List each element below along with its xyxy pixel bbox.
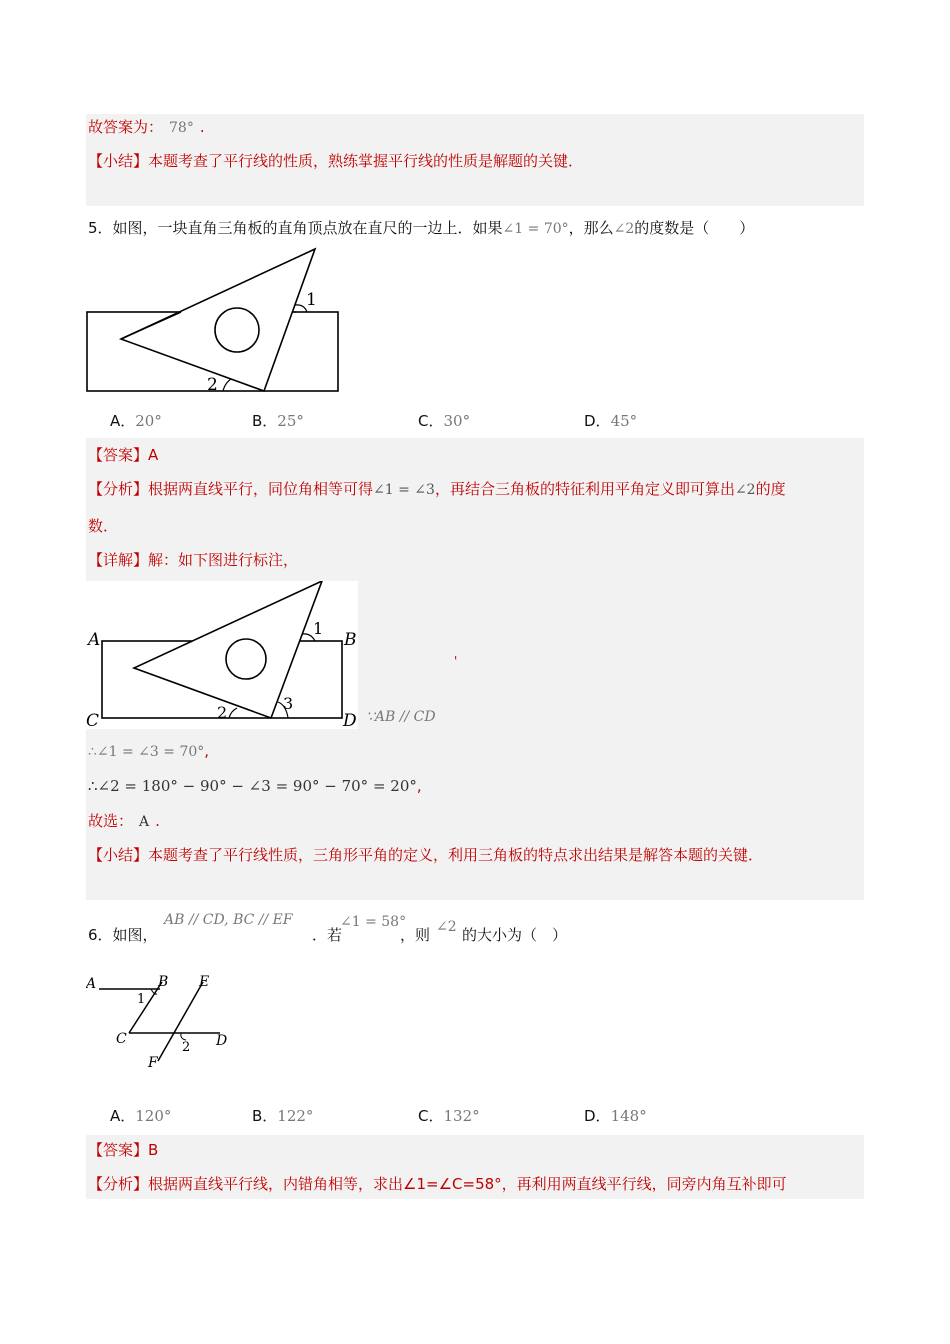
q5-step2-suffix: , <box>416 777 422 795</box>
q5-option-d[interactable] <box>584 411 637 431</box>
q4-summary-text: 本题考查了平行线的性质，熟练掌握平行线的性质是解题的关键． <box>148 152 584 170</box>
q6-label-A: A <box>86 976 97 992</box>
q6-option-b[interactable] <box>252 1106 313 1126</box>
q5-choose <box>88 811 160 832</box>
q6-stem-d: 的大小为（ ） <box>462 926 568 944</box>
q5-angle2-arc <box>223 379 231 391</box>
q5-stem-math: ∠1 = 70° <box>502 221 569 237</box>
q6-option-d-letter: D． <box>584 1107 611 1125</box>
q4-answer-line <box>88 117 205 138</box>
q5-option-c-letter: C． <box>418 412 444 430</box>
q4-summary <box>88 151 583 171</box>
q5d-label-3: 3 <box>283 694 294 713</box>
q6-analysis-text: 根据两直线平行线，内错角相等，求出∠1=∠C=58°，再利用两直线平行线，同旁内角互补即可 <box>148 1175 787 1193</box>
q5-choose-suffix: . <box>155 812 160 830</box>
q6-option-c-letter: C． <box>418 1107 444 1125</box>
q5-analysis-math: ∠1 = ∠3 <box>373 482 435 498</box>
q6-stem-math2: ∠1 = 58° <box>340 914 407 930</box>
q5-analysis-c: 的度 <box>755 480 786 498</box>
q5-step1-suffix: , <box>204 742 210 760</box>
q6-option-d-value: 148° <box>610 1107 647 1125</box>
q6-option-d[interactable] <box>584 1106 647 1126</box>
q6-answer-value: B <box>148 1141 159 1159</box>
q5-stem-c: 的度数是（ ） <box>634 219 755 237</box>
q6-analysis <box>88 1174 787 1194</box>
q5-stem-a: 5．如图，一块直角三角板的直角顶点放在直尺的一边上．如果 <box>88 219 503 237</box>
q5-analysis-math2: ∠2 <box>734 482 756 498</box>
q6-label-1: 1 <box>137 992 146 1007</box>
q6-option-a-value: 120° <box>135 1107 172 1125</box>
q6-option-b-value: 122° <box>277 1107 314 1125</box>
q4-summary-tag: 【小结】 <box>88 152 149 170</box>
q5-step1 <box>88 741 209 762</box>
q6-analysis-tag: 【分析】 <box>88 1175 149 1193</box>
q5-option-a-letter: A． <box>110 412 136 430</box>
q5-because: ∵AB // CD <box>366 709 436 725</box>
q5-option-b-letter: B． <box>252 412 278 430</box>
q5-option-c-value: 30° <box>443 412 471 430</box>
q5-stray-mark: ' <box>454 654 458 668</box>
q5-answer-value: A <box>148 446 159 464</box>
q5-summary-tag: 【小结】 <box>88 846 149 864</box>
q6-stem-c: ，则 <box>400 926 431 944</box>
q6-option-c[interactable] <box>418 1106 480 1126</box>
q5-step1-math: ∴∠1 = ∠3 = 70° <box>88 744 205 760</box>
q5-answer-tag: 【答案】 <box>88 446 149 464</box>
q6-option-a-letter: A． <box>110 1107 136 1125</box>
q5d-label-2: 2 <box>217 703 228 722</box>
q5-option-a-value: 20° <box>135 412 162 430</box>
q6-figure <box>86 970 236 1072</box>
q5-option-b-value: 25° <box>277 412 304 430</box>
q5-option-b[interactable] <box>252 411 304 431</box>
q5-stem-b: ，那么 <box>568 219 614 237</box>
q6-option-a[interactable] <box>110 1106 171 1126</box>
q5d-label-B: B <box>344 630 357 650</box>
q5-step2-math: ∴∠2 = 180° − 90° − ∠3 = 90° − 70° = 20° <box>88 777 417 795</box>
q5-option-d-letter: D． <box>584 412 611 430</box>
q5-analysis-b: ，再结合三角板的特征利用平角定义即可算出 <box>434 480 735 498</box>
q4-answer-prefix: 故答案为： <box>88 118 164 136</box>
q5-analysis <box>88 479 786 500</box>
q5-detail-figure <box>86 581 358 729</box>
q6-option-c-value: 132° <box>443 1107 480 1125</box>
q5-label-2: 2 <box>207 375 218 395</box>
q6-line-EF <box>158 982 203 1061</box>
q6-option-b-letter: B． <box>252 1107 278 1125</box>
q6-label-E: E <box>199 974 210 990</box>
q6-answer-tag: 【答案】 <box>88 1141 149 1159</box>
q6-label-B: B <box>158 974 169 990</box>
q5d-label-D: D <box>343 711 357 729</box>
q6-label-D: D <box>216 1033 228 1049</box>
q5-summary-text: 本题考查了平行线性质，三角形平角的定义，利用三角板的特点求出结果是解答本题的关键． <box>148 846 764 864</box>
q5-step2 <box>88 776 422 796</box>
q4-answer-value: 78° <box>169 120 194 136</box>
q6-stem-math: AB // CD, BC // EF <box>164 912 293 928</box>
q5-stem-math2: ∠2 <box>613 221 635 237</box>
q5-option-d-value: 45° <box>610 412 638 430</box>
q6-stem-math3: ∠2 <box>436 919 457 935</box>
q5-choose-value: A <box>139 814 150 830</box>
q5-option-c[interactable] <box>418 411 470 431</box>
q5d-label-C: C <box>86 711 100 729</box>
q5-stem <box>88 218 754 239</box>
q5-detail-text: 解：如下图进行标注， <box>148 551 299 569</box>
q6-answer <box>88 1140 158 1160</box>
q5-answer <box>88 445 158 465</box>
q5-choose-prefix: 故选： <box>88 812 134 830</box>
q5-analysis-a: 根据两直线平行，同位角相等可得 <box>148 480 374 498</box>
q5-detail <box>88 550 298 570</box>
q5-label-1: 1 <box>306 290 317 310</box>
q6-label-C: C <box>116 1031 127 1047</box>
q5d-label-1: 1 <box>313 619 324 638</box>
q4-answer-suffix: . <box>199 118 205 136</box>
q6-label-2: 2 <box>182 1040 191 1055</box>
q5-analysis-tag: 【分析】 <box>88 480 149 498</box>
q5-figure <box>86 246 342 396</box>
q5-option-a[interactable] <box>110 411 162 431</box>
q5-summary <box>88 845 763 865</box>
q5-analysis-line2: 数． <box>88 517 119 535</box>
q6-stem-b: ．若 <box>312 926 343 944</box>
q5-detail-tag: 【详解】 <box>88 551 149 569</box>
q6-stem-a: 6．如图， <box>88 926 158 944</box>
q6-label-F: F <box>148 1055 158 1071</box>
q5d-label-A: A <box>88 630 101 650</box>
